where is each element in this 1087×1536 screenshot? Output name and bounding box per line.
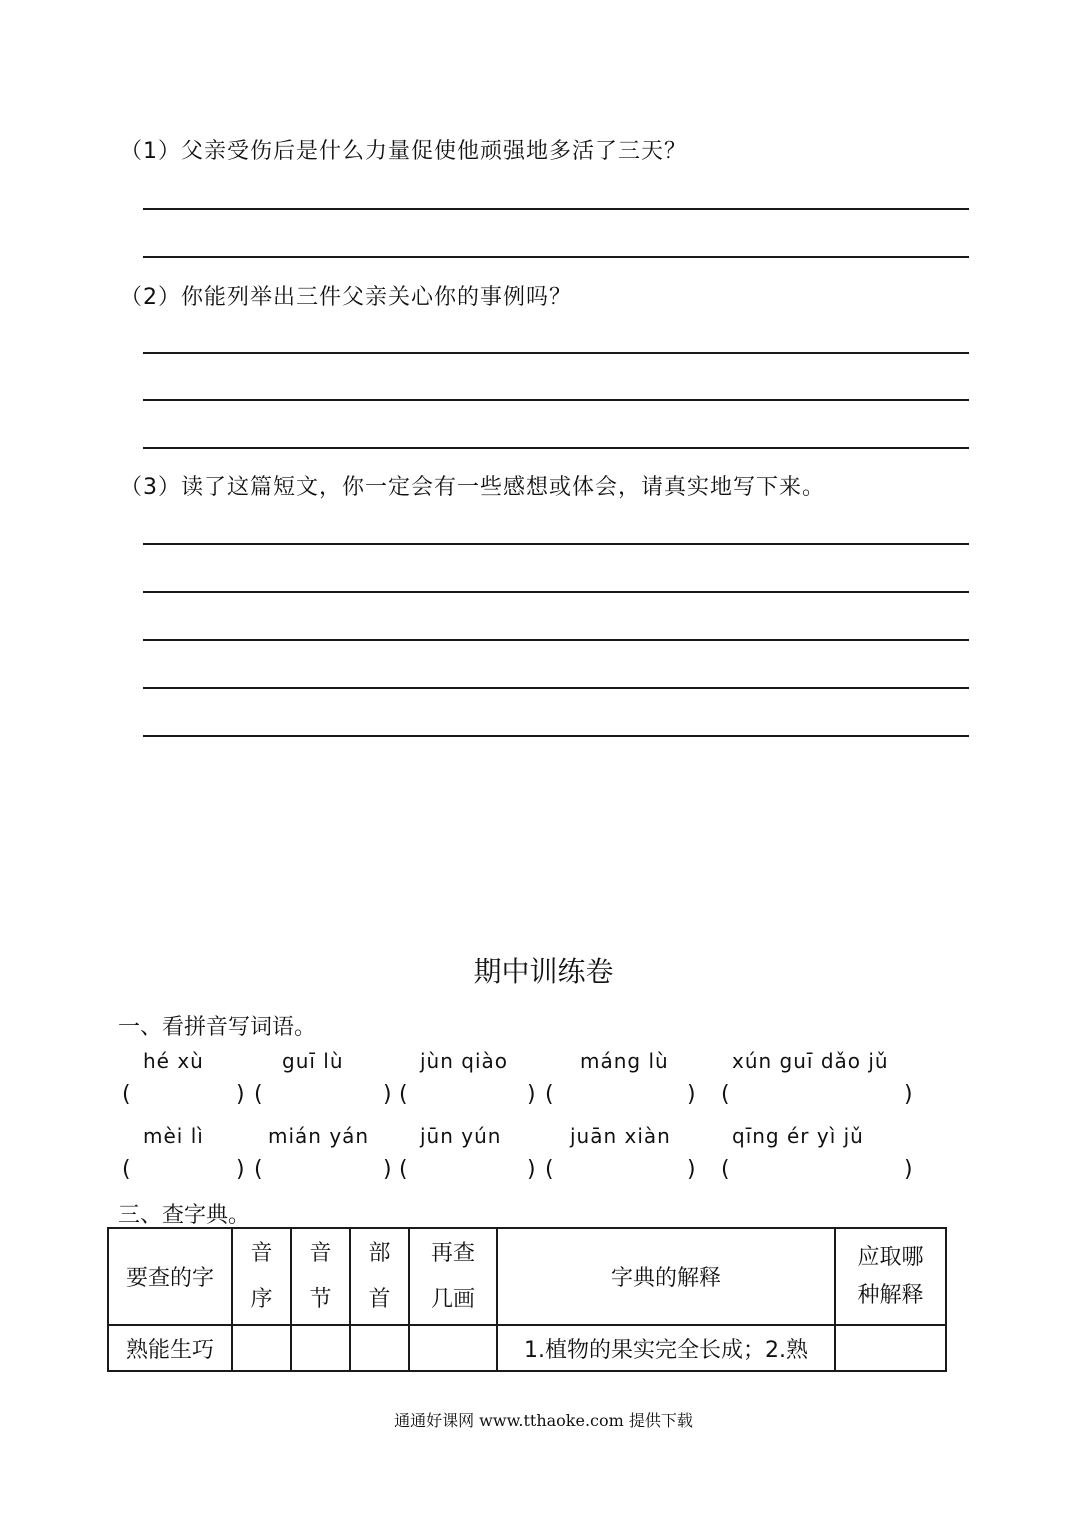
bracket-close: ) (383, 1157, 392, 1182)
answer-line (143, 208, 969, 210)
pinyin-item: juān xiàn (570, 1124, 671, 1148)
pinyin-item: guī lù (282, 1049, 344, 1073)
answer-line (143, 447, 969, 449)
bracket-open: ( (545, 1157, 554, 1182)
answer-line (143, 543, 969, 545)
answer-line (143, 256, 969, 258)
footer-text: 通通好课网 www.tthaoke.com 提供下载 (394, 1411, 693, 1430)
answer-cell[interactable] (291, 1325, 350, 1371)
bracket-open: ( (122, 1082, 131, 1107)
answer-line (143, 735, 969, 737)
pinyin-item: xún guī dǎo jǔ (732, 1049, 889, 1073)
exam-title: 期中训练卷 (473, 955, 614, 988)
question-1: （1）父亲受伤后是什么力量促使他顽强地多活了三天？ (120, 139, 687, 164)
header-cell: 音 节 (291, 1228, 350, 1325)
pinyin-item: máng lù (580, 1049, 669, 1073)
bracket-open: ( (254, 1157, 263, 1182)
bracket-open: ( (399, 1082, 408, 1107)
bracket-close: ) (236, 1157, 245, 1182)
answer-line (143, 687, 969, 689)
answer-cell[interactable] (350, 1325, 409, 1371)
pinyin-item: mián yán (268, 1124, 370, 1148)
definition-cell: 1.植物的果实完全长成；2.熟 (497, 1325, 835, 1371)
question-2: （2）你能列举出三件父亲关心你的事例吗？ (120, 285, 572, 310)
bracket-open: ( (545, 1082, 554, 1107)
header-cell: 音 序 (232, 1228, 291, 1325)
bracket-open: ( (399, 1157, 408, 1182)
header-cell: 要查的字 (108, 1228, 232, 1325)
table-header-row (108, 1228, 946, 1325)
bracket-close: ) (236, 1082, 245, 1107)
answer-cell[interactable] (232, 1325, 291, 1371)
answer-line (143, 639, 969, 641)
bracket-open: ( (721, 1157, 730, 1182)
bracket-close: ) (904, 1082, 913, 1107)
bracket-open: ( (721, 1082, 730, 1107)
answer-line (143, 352, 969, 354)
question-3: （3）读了这篇短文，你一定会有一些感想或体会，请真实地写下来。 (120, 475, 825, 500)
bracket-open: ( (122, 1157, 131, 1182)
word-cell: 熟能生巧 (108, 1325, 232, 1371)
header-cell: 部 首 (350, 1228, 409, 1325)
table-row (108, 1325, 946, 1371)
pinyin-item: qīng ér yì jǔ (732, 1124, 864, 1148)
bracket-close: ) (904, 1157, 913, 1182)
bracket-open: ( (254, 1082, 263, 1107)
bracket-close: ) (527, 1082, 536, 1107)
header-cell: 再查 几画 (409, 1228, 497, 1325)
pinyin-item: jūn yún (420, 1124, 502, 1148)
section-1-heading: 一、看拼音写词语。 (118, 1015, 317, 1040)
pinyin-item: hé xù (143, 1049, 204, 1073)
answer-cell[interactable] (835, 1325, 946, 1371)
header-cell: 字典的解释 (497, 1228, 835, 1325)
answer-line (143, 591, 969, 593)
pinyin-item: jùn qiào (420, 1049, 509, 1073)
bracket-close: ) (527, 1157, 536, 1182)
section-3-heading: 三、查字典。 (118, 1203, 251, 1228)
answer-cell[interactable] (409, 1325, 497, 1371)
pinyin-item: mèi lì (143, 1124, 204, 1148)
answer-line (143, 399, 969, 401)
dictionary-table (107, 1227, 947, 1372)
bracket-close: ) (383, 1082, 392, 1107)
header-cell: 应取哪 种解释 (835, 1228, 946, 1325)
bracket-close: ) (687, 1082, 696, 1107)
bracket-close: ) (687, 1157, 696, 1182)
